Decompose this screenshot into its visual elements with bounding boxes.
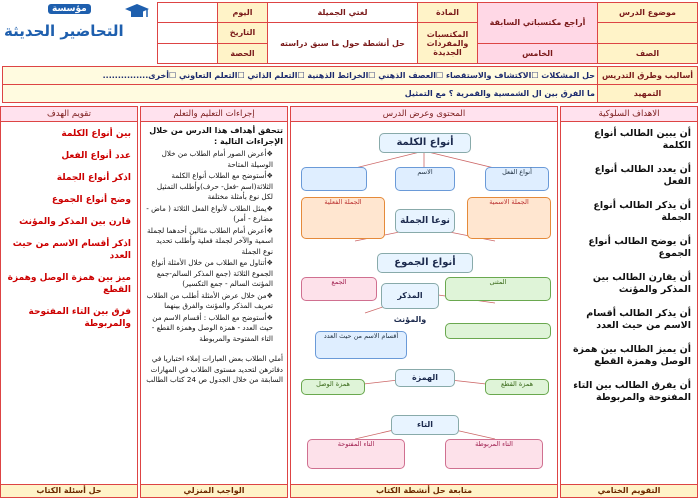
follow-up-label: متابعة حل أنشطة الكتاب (290, 484, 558, 498)
methods-label: أساليب وطرق التدريس (598, 67, 698, 85)
dual-example-node (445, 323, 551, 339)
vocab-label: المكتسبات والمفردات الجديدة (418, 23, 478, 64)
objective-item: أن يوضح الطالب أنواع الجموع (588, 236, 691, 259)
objective-item: أن يميز الطالب بين همزة الوصل وهمزة القطع (572, 344, 691, 367)
subject-label: المادة (418, 3, 478, 23)
noun-node: الاسم (395, 167, 455, 191)
evaluation-item: فرق بين التاء المفتوحة والمربوطة (28, 307, 131, 329)
homework-label: الواجب المنزلي (140, 484, 288, 498)
content-section (290, 106, 558, 486)
sentence-types-node: نوعا الجملة (395, 209, 455, 233)
book-answers-label: حل أسئلة الكتاب (0, 484, 138, 498)
taa-node: التاء (391, 415, 459, 435)
procedures-list (145, 149, 283, 344)
procedures-ending: أملي الطلاب بعض العبارات إملاء اختباريا في دفاترهن لتحديد مستوى الطلاب في المهارات السابقة من خلال الجدول ص 24 كتاب الطالب (146, 354, 283, 384)
intro-value[interactable]: ما الفرق بين ال الشمسية والقمرية ؟ مع التمثيل (3, 85, 598, 103)
evaluation-title: تقويم الهدف (1, 107, 137, 122)
number-node: أقسام الاسم من حيث العدد (315, 331, 407, 359)
procedures-section (140, 106, 288, 486)
grade-label-top (598, 23, 698, 43)
day-label: اليوم (218, 3, 268, 23)
letter-node (301, 167, 367, 191)
objective-item: أن يقارن الطالب بين المذكر والمؤنث (592, 272, 691, 295)
intro-label: التمهيد (598, 85, 698, 103)
objective-item: أن يبين الطالب أنواع الكلمة (594, 128, 691, 151)
lesson-topic-label: موضوع الدرس (598, 3, 698, 23)
mind-map (295, 123, 553, 481)
methods-value[interactable]: حل المشكلات ☐الاكتشاف والاستقصاء ☐العصف الذهني ☐الخرائط الذهنية ☐التعلم الذاتي ☐التعلم التعاوني ☐أخرى............... (3, 67, 598, 85)
lesson-topic-value[interactable]: أراجع مكتسباتي السابقة (478, 3, 598, 44)
objectives-title: الاهداف السلوكية (561, 107, 697, 122)
wasl-node: همزة الوصل (301, 379, 365, 395)
evaluation-item: بين أنواع الكلمة (61, 129, 131, 139)
procedures-title: إجراءات التعليم والتعلم (141, 107, 287, 122)
grade-value[interactable]: الخامس (478, 43, 598, 63)
procedure-step: ❖ من خلال عرض الأمثلة أطلب من الطلاب تعريف المذكر والمؤنث والفرق بينهما (145, 291, 273, 312)
procedure-step: ❖ أتناول مع الطلاب من خلال الأمثلة أنواع الجموع الثلاثة (جمع المذكر السالم-جمع المؤنث السالم - جمع التكسير) (145, 258, 273, 290)
verbal-node: الجملة الفعلية (301, 197, 385, 239)
procedures-intro: تتحقق أهداف هذا الدرس من خلال الإجراءات التالية : (149, 126, 283, 146)
methods-intro (2, 66, 698, 102)
day-value[interactable] (158, 3, 218, 23)
verb-node: أنواع الفعل (485, 167, 549, 191)
gender-node: المذكر والمؤنث (381, 283, 439, 309)
plural-node: الجمع (301, 277, 377, 301)
procedure-step: ❖ أستوضح مع الطلاب أنواع الكلمة الثلاثة(اسم -فعل- حرف)وأطلب التمثيل لكل نوع بأمثلة مختلفة (145, 171, 273, 203)
graduation-cap-icon (124, 2, 150, 22)
period-label: الحصة (218, 43, 268, 63)
plurals-node: أنواع الجموع (377, 253, 473, 273)
evaluation-item: قارن بين المذكر والمؤنث (19, 217, 131, 227)
logo-line2: التحاضير الحديثة (4, 22, 124, 40)
procedure-step: ❖ أعرض الصور أمام الطلاب من خلال الوسيلة المتاحة (145, 149, 273, 170)
objectives-list (561, 122, 697, 404)
evaluation-list (1, 122, 137, 330)
objective-item: أن يعدد الطالب أنواع الفعل (594, 164, 691, 187)
open-taa-node: التاء المفتوحة (307, 439, 405, 469)
hamza-node: الهمزة (395, 369, 455, 387)
procedure-step: ❖ أستوضح مع الطلاب : أقسام الاسم من حيث العدد - همزة الوصل وهمزة القطع - التاء المفتوحة والمربوطة (145, 313, 273, 345)
qat-node: همزة القطع (485, 379, 549, 395)
vocab-value[interactable]: حل أنشطة حول ما سبق دراسته (268, 23, 418, 64)
evaluation-item: ميز بين همزة الوصل وهمزة القطع (7, 273, 131, 295)
closing-eval-label: التقويم الختامي (560, 484, 698, 498)
evaluation-item: اذكر أقسام الاسم من حيث العدد (12, 239, 131, 261)
date-value[interactable] (158, 23, 218, 43)
logo-line1: مؤسسة (48, 4, 91, 14)
evaluation-item: اذكر أنواع الجملة (56, 173, 131, 183)
nominal-node: الجملة الاسمية (467, 197, 551, 239)
evaluation-section (0, 106, 138, 486)
objective-item: أن يفرق الطالب بين التاء المفتوحة والمربوطة (573, 380, 691, 403)
word-types-node: أنواع الكلمة (379, 133, 471, 153)
logo (0, 0, 152, 48)
tied-taa-node: التاء المربوطة (445, 439, 543, 469)
dual-node: المثنى (445, 277, 551, 301)
procedure-step: ❖ يمثل الطلاب لأنواع الفعل الثلاثة ( ماض - مضارع - أمر) (145, 204, 273, 225)
grade-label: الصف (598, 43, 698, 63)
objectives-section (560, 106, 698, 486)
period-value[interactable] (158, 43, 218, 63)
objective-item: أن يذكر الطالب أنواع الجملة (593, 200, 691, 223)
evaluation-item: عدد أنواع الفعل (61, 151, 131, 161)
content-title: المحتوى وعرض الدرس (291, 107, 557, 122)
evaluation-item: وضح أنواع الجموع (51, 195, 131, 205)
subject-value[interactable]: لغتي الجميلة (268, 3, 418, 23)
objective-item: أن يذكر الطالب أقسام الاسم من حيث العدد (586, 308, 691, 331)
procedure-step: ❖ أعرض أمام الطلاب مثالين أحدهما لجملة اسمية والآخر لجملة فعلية وأطلب تحديد نوع الجملة (145, 226, 273, 258)
date-label: التاريخ (218, 23, 268, 43)
